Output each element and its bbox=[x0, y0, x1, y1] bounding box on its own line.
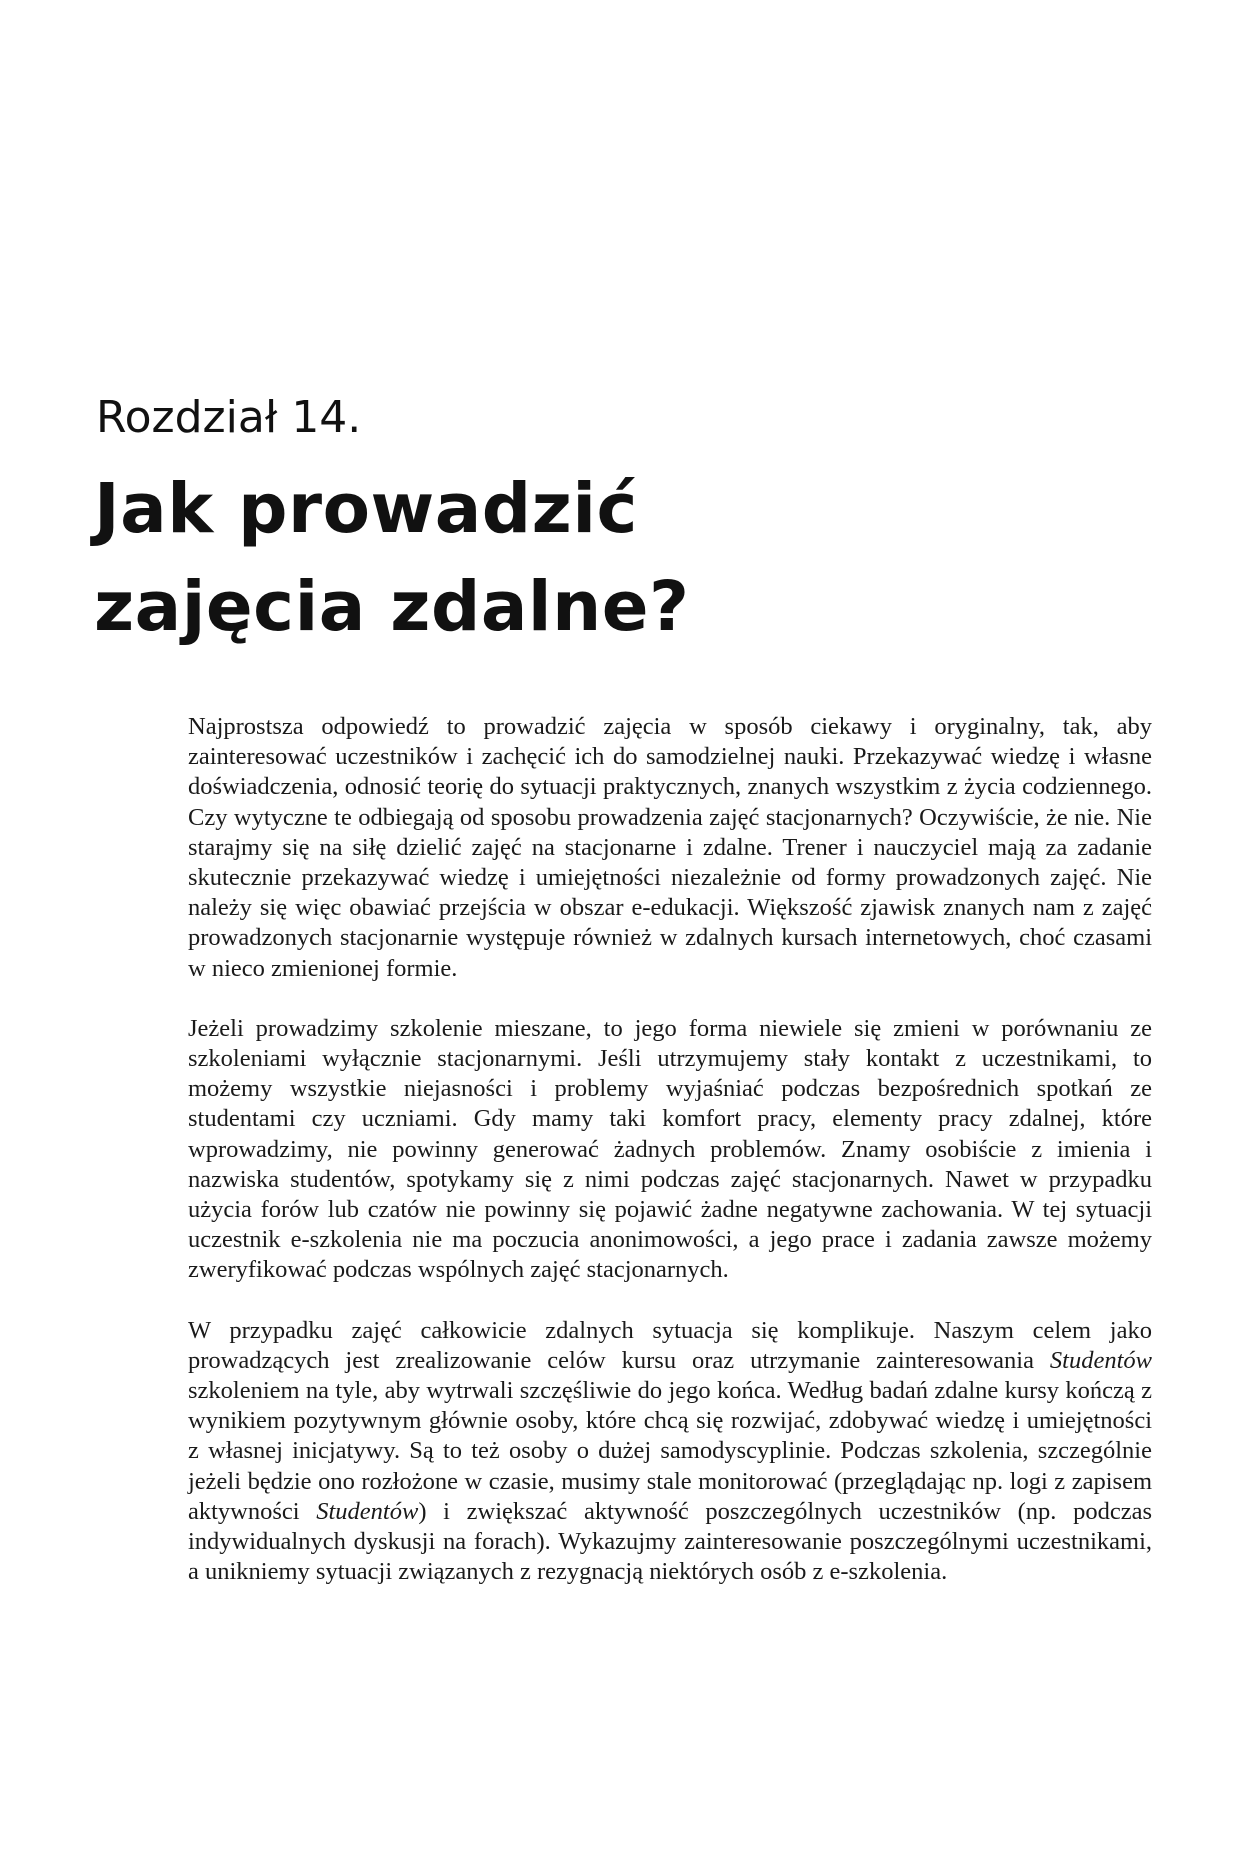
chapter-body bbox=[188, 712, 1152, 1587]
paragraph-3-text-c: ) i zwiększać aktywność poszczególnych uczestników (np. podczas indywidualnych dyskusji na forach). Wykazujmy zainteresowanie poszczególnymi uczestnikami, a unikniemy sytuacji związanych z rezygnacją niektórych osób z e-szkolenia. bbox=[188, 1497, 1152, 1586]
paragraph-2: Jeżeli prowadzimy szkolenie mieszane, to jego forma niewiele się zmieni w porównaniu ze szkoleniami wyłącznie stacjonarnymi. Jeśli utrzymujemy stały kontakt z uczestnikami, to możemy wszystkie niejasności i problemy wyjaśniać podczas bezpośrednich spotkań ze studentami czy uczniami. Gdy mamy taki komfort pracy, elementy pracy zdalnej, które wprowadzimy, nie powinny generować żadnych problemów. Znamy osobiście z imienia i nazwiska studentów, spotykamy się z nimi podczas zajęć stacjonarnych. Nawet w przypadku użycia forów lub czatów nie powinny się pojawić żadne negatywne zachowania. W tej sytuacji uczestnik e-szkolenia nie ma poczucia anonimowości, a jego prace i zadania zawsze możemy zweryfikować podczas wspólnych zajęć stacjonarnych. bbox=[188, 1014, 1152, 1284]
chapter-title-line-2: zajęcia zdalne? bbox=[94, 567, 690, 647]
paragraph-3-text-a: W przypadku zajęć całkowicie zdalnych sytuacja się komplikuje. Naszym celem jako prowadzących jest zrealizowanie celów kursu oraz utrzymanie zainteresowania bbox=[188, 1316, 1152, 1374]
chapter-title bbox=[94, 460, 690, 656]
paragraph-3-text-b: szkoleniem na tyle, aby wytrwali szczęśliwie do jego końca. Według badań zdalne kursy kończą z wynikiem pozytywnym głównie osoby, które chcą się rozwijać, zdobywać wiedzę i umiejętności z własnej inicjatywy. Są to też osoby o dużej samodyscyplinie. Podczas szkolenia, szczególnie jeżeli będzie ono rozłożone w czasie, musimy stale monitorować (przeglądając np. logi z zapisem aktywności bbox=[188, 1377, 1152, 1525]
paragraph-3-emphasis-b: Studentów bbox=[316, 1497, 419, 1525]
paragraph-3-emphasis-a: Studentów bbox=[1049, 1346, 1152, 1374]
chapter-number: Rozdział 14. bbox=[96, 392, 362, 443]
chapter-title-line-1: Jak prowadzić bbox=[94, 469, 638, 549]
paragraph-3 bbox=[188, 1316, 1152, 1588]
paragraph-1: Najprostsza odpowiedź to prowadzić zajęcia w sposób ciekawy i oryginalny, tak, aby zainteresować uczestników i zachęcić ich do samodzielnej nauki. Przekazywać wiedzę i własne doświadczenia, odnosić teorię do sytuacji praktycznych, znanych wszystkim z życia codziennego. Czy wytyczne te odbiegają od sposobu prowadzenia zajęć stacjonarnych? Oczywiście, że nie. Nie starajmy się na siłę dzielić zajęć na stacjonarne i zdalne. Trener i nauczyciel mają za zadanie skutecznie przekazywać wiedzę i umiejętności niezależnie od formy prowadzonych zajęć. Nie należy się więc obawiać przejścia w obszar e-edukacji. Większość zjawisk znanych nam z zajęć prowadzonych stacjonarnie występuje również w zdalnych kursach internetowych, choć czasami w nieco zmienionej formie. bbox=[188, 713, 1152, 982]
